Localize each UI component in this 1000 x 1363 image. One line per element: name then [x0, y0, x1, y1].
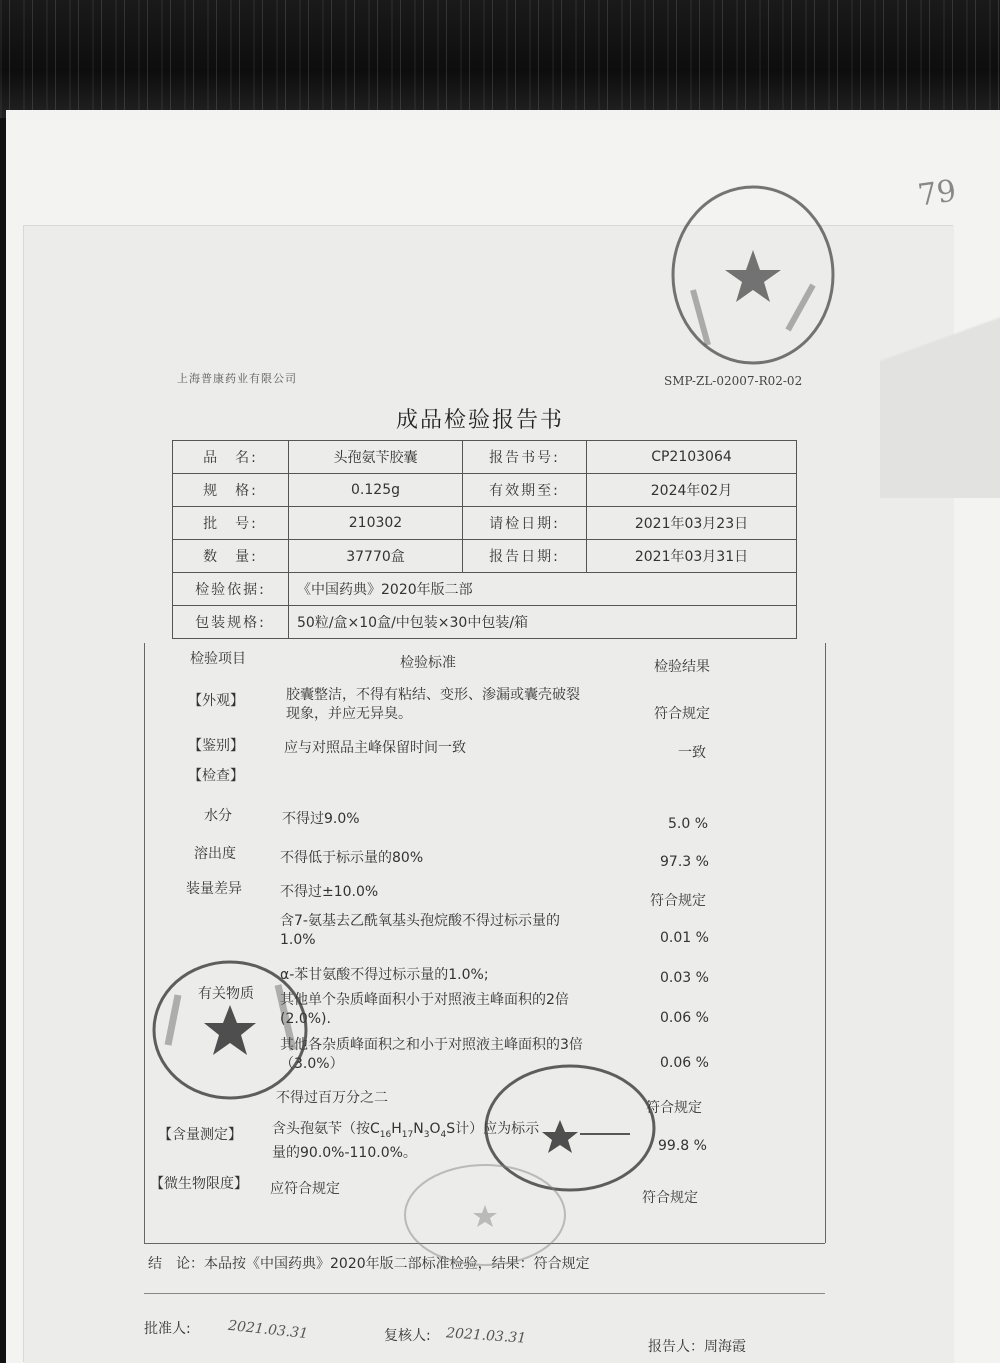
reviewer-label: 复核人:: [384, 1328, 431, 1344]
impurity-3-result: 0.06 %: [660, 1010, 709, 1026]
scanner-noise: [0, 0, 1000, 118]
basis: 《中国药典》2020年版二部: [289, 573, 797, 606]
identification-result: 一致: [678, 745, 706, 761]
approver-signature-date: 2021.03.31: [227, 1317, 309, 1343]
column-item: 检验项目: [190, 651, 246, 667]
dissolution-standard: 不得低于标示量的80%: [280, 850, 424, 866]
fill-variation-standard: 不得过±10.0%: [280, 884, 379, 900]
company-seal-left: [148, 955, 313, 1105]
water-label: 水分: [204, 808, 232, 824]
request-date: 2021年03月23日: [587, 507, 797, 540]
impurity-3-standard: 其他单个杂质峰面积小于对照液主峰面积的2倍(2.0%).: [280, 992, 569, 1027]
table-row: [173, 507, 797, 540]
impurity-1-standard: 含7-氨基去乙酰氧基头孢烷酸不得过标示量的1.0%: [280, 913, 560, 948]
water-result: 5.0 %: [668, 816, 709, 832]
expiry-label: 有效期至:: [463, 474, 587, 507]
faint-seal-bottom: [400, 1160, 570, 1270]
microbial-limit-standard: 应符合规定: [270, 1181, 340, 1197]
quantity-label: 数 量:: [173, 540, 289, 573]
dissolution-result: 97.3 %: [660, 854, 709, 870]
conclusion: 结 论：本品按《中国药典》2020年版二部标准检验，结果：符合规定: [148, 1256, 590, 1272]
water-standard: 不得过9.0%: [282, 811, 360, 827]
batch-label: 批 号:: [173, 507, 289, 540]
spec-label: 规 格:: [173, 474, 289, 507]
quantity: 37770盒: [289, 540, 463, 573]
report-title: 成品检验报告书: [396, 408, 565, 433]
table-row: [173, 573, 797, 606]
expiry: 2024年02月: [587, 474, 797, 507]
assay-label: 【含量测定】: [158, 1127, 242, 1143]
inspection-label: 【检查】: [188, 768, 244, 784]
assay-range: 量的90.0%-110.0%。: [272, 1145, 417, 1161]
impurity-5-result: 符合规定: [646, 1100, 702, 1116]
paper-fold: [880, 238, 1000, 498]
table-row: [173, 606, 797, 639]
quality-seal-top-right: [668, 180, 838, 370]
appearance-label: 【外观】: [188, 693, 244, 709]
table-row: [173, 540, 797, 573]
impurity-5-standard: 不得过百万分之二: [276, 1090, 388, 1106]
divider: [144, 1293, 825, 1294]
assay-standard: 含头孢氨苄（按$C_{16}H_{17}N_3O_4S$计）应为标示: [272, 1121, 540, 1140]
impurity-2-standard: α-苯甘氨酸不得过标示量的1.0%;: [280, 967, 489, 983]
identification-standard: 应与对照品主峰保留时间一致: [284, 740, 466, 756]
appearance-result: 符合规定: [654, 706, 710, 722]
request-date-label: 请检日期:: [463, 507, 587, 540]
microbial-limit-label: 【微生物限度】: [150, 1176, 248, 1192]
column-result: 检验结果: [654, 659, 710, 675]
info-table: [172, 440, 797, 639]
package-label: 包装规格:: [173, 606, 289, 639]
batch: 210302: [289, 507, 463, 540]
report-no-label: 报告书号:: [463, 441, 587, 474]
approver-label: 批准人:: [144, 1321, 191, 1337]
report-date-label: 报告日期:: [463, 540, 587, 573]
company-name: 上海普康药业有限公司: [177, 372, 297, 385]
impurity-4-result: 0.06 %: [660, 1055, 709, 1071]
document-code: SMP-ZL-02007-R02-02: [664, 374, 803, 388]
column-standard: 检验标准: [400, 655, 456, 671]
impurity-1-result: 0.01 %: [660, 930, 709, 946]
reporter: 报告人：周海霞: [648, 1339, 746, 1355]
identification-label: 【鉴别】: [188, 738, 244, 754]
table-row: [173, 474, 797, 507]
page-number: 79: [915, 173, 959, 214]
related-substances-label: 有关物质: [198, 986, 254, 1002]
dissolution-label: 溶出度: [194, 846, 236, 862]
package: 50粒/盒×10盒/中包装×30中包装/箱: [289, 606, 797, 639]
microbial-limit-result: 符合规定: [642, 1190, 698, 1206]
report-date: 2021年03月31日: [587, 540, 797, 573]
spec: 0.125g: [289, 474, 463, 507]
assay-result: 99.8 %: [658, 1138, 707, 1154]
impurity-4-standard: 其他各杂质峰面积之和小于对照液主峰面积的3倍（3.0%）: [280, 1037, 583, 1072]
impurity-2-result: 0.03 %: [660, 970, 709, 986]
fill-variation-result: 符合规定: [650, 893, 706, 909]
basis-label: 检验依据:: [173, 573, 289, 606]
product-name: 头孢氨苄胶囊: [289, 441, 463, 474]
fill-variation-label: 装量差异: [186, 881, 242, 897]
product-name-label: 品 名:: [173, 441, 289, 474]
reviewer-signature-date: 2021.03.31: [445, 1325, 527, 1347]
report-no: CP2103064: [587, 441, 797, 474]
appearance-standard: 胶囊整洁，不得有粘结、变形、渗漏或囊壳破裂现象，并应无异臭。: [286, 687, 580, 722]
table-row: [173, 441, 797, 474]
